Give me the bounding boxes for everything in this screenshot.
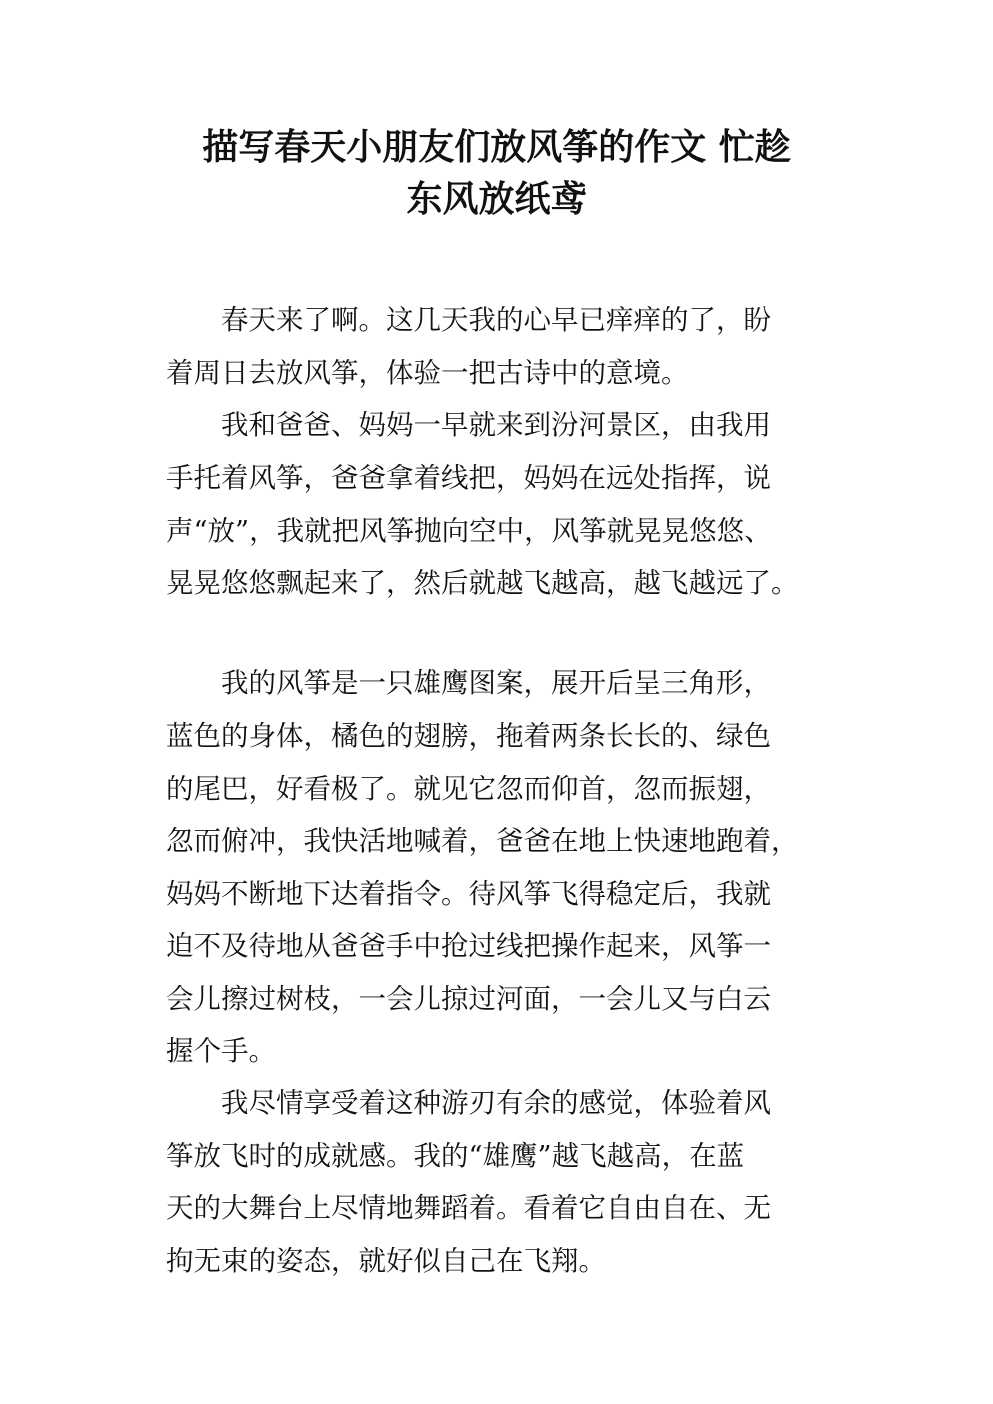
- text-line: 妈妈不断地下达着指令。待风筝飞得稳定后，我就: [166, 878, 771, 910]
- text-line: 忽而俯冲，我快活地喊着，爸爸在地上快速地跑着，: [166, 825, 799, 857]
- text-line: 天的大舞台上尽情地舞蹈着。看着它自由自在、无: [166, 1192, 771, 1224]
- text-line: 筝放飞时的成就感。我的“雄鹰”越飞越高，在蓝: [166, 1140, 745, 1172]
- title-line: 东风放纸鸢: [406, 179, 587, 220]
- text-line: 晃晃悠悠飘起来了，然后就越飞越高，越飞越远了。: [166, 567, 799, 599]
- text-line: 握个手。: [166, 1035, 276, 1067]
- text-line: 春天来了啊。这几天我的心早已痒痒的了，盼: [221, 304, 771, 336]
- text-line: 着周日去放风筝，体验一把古诗中的意境。: [166, 357, 689, 389]
- text-line: 蓝色的身体，橘色的翅膀，拖着两条长长的、绿色: [166, 720, 771, 752]
- title-line: 描写春天小朋友们放风筝的作文 忙趁: [202, 127, 791, 168]
- text-line: 声“放”，我就把风筝抛向空中，风筝就晃晃悠悠、: [166, 515, 772, 547]
- text-line: 拘无束的姿态，就好似自己在飞翔。: [166, 1245, 606, 1277]
- text-line: 我的风筝是一只雄鹰图案，展开后呈三角形，: [221, 667, 771, 699]
- text-line: 会儿擦过树枝，一会儿掠过河面，一会儿又与白云: [166, 983, 771, 1015]
- text-line: 的尾巴，好看极了。就见它忽而仰首，忽而振翅，: [166, 773, 771, 805]
- text-line: 手托着风筝，爸爸拿着线把，妈妈在远处指挥，说: [166, 462, 771, 494]
- text-line: 我尽情享受着这种游刃有余的感觉，体验着风: [221, 1087, 771, 1119]
- text-line: 我和爸爸、妈妈一早就来到汾河景区，由我用: [221, 409, 771, 441]
- text-line: 迫不及待地从爸爸手中抢过线把操作起来，风筝一: [166, 930, 771, 962]
